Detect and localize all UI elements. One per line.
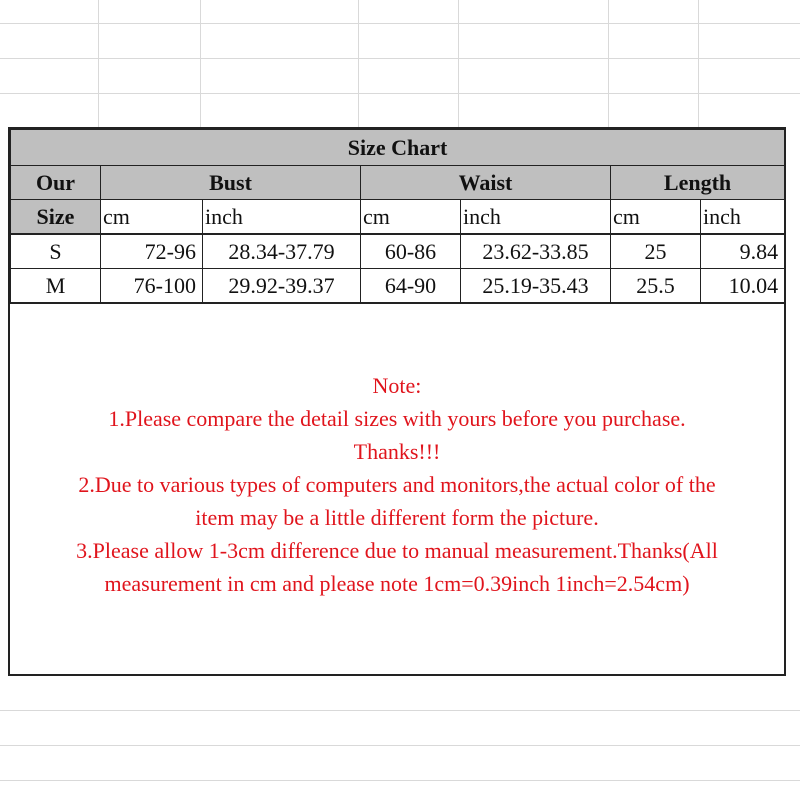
grid-line [0, 58, 800, 59]
grid-line [608, 0, 609, 127]
grid-line [0, 93, 800, 94]
waist-header: Waist [361, 166, 611, 200]
table-cell: 10.04 [701, 269, 785, 304]
grid-line [0, 745, 800, 746]
table-cell: 25.19-35.43 [461, 269, 611, 304]
table-row [11, 234, 785, 269]
note-section [10, 369, 784, 600]
size-chart-table [10, 129, 785, 304]
unit-cell: inch [203, 200, 361, 235]
grid-line [458, 0, 459, 127]
our-size-header-bottom: Size [11, 200, 101, 235]
table-title: Size Chart [11, 130, 785, 166]
size-label: M [11, 269, 101, 304]
note-line: 2.Due to various types of computers and monitors,the actual color of the [78, 472, 716, 497]
table-cell: 29.92-39.37 [203, 269, 361, 304]
table-cell: 60-86 [361, 234, 461, 269]
table-cell: 23.62-33.85 [461, 234, 611, 269]
unit-cell: inch [701, 200, 785, 235]
note-line: 3.Please allow 1-3cm difference due to manual measurement.Thanks(All [76, 538, 718, 563]
table-cell: 25.5 [611, 269, 701, 304]
size-chart-frame [8, 127, 786, 676]
length-header: Length [611, 166, 785, 200]
note-heading: Note: [372, 373, 422, 398]
table-cell: 9.84 [701, 234, 785, 269]
table-row [11, 269, 785, 304]
note-line: Thanks!!! [353, 439, 441, 464]
grid-line [358, 0, 359, 127]
table-cell: 64-90 [361, 269, 461, 304]
note-line: item may be a little different form the picture. [195, 505, 599, 530]
size-label: S [11, 234, 101, 269]
grid-line [0, 23, 800, 24]
our-size-header-top: Our [11, 166, 101, 200]
table-cell: 25 [611, 234, 701, 269]
table-cell: 28.34-37.79 [203, 234, 361, 269]
grid-line [0, 710, 800, 711]
unit-cell: cm [101, 200, 203, 235]
table-cell: 72-96 [101, 234, 203, 269]
table-cell: 76-100 [101, 269, 203, 304]
unit-cell: cm [361, 200, 461, 235]
note-line: 1.Please compare the detail sizes with yours before you purchase. [108, 406, 686, 431]
note-line: measurement in cm and please note 1cm=0.39inch 1inch=2.54cm) [104, 571, 690, 596]
bust-header: Bust [101, 166, 361, 200]
unit-cell: cm [611, 200, 701, 235]
grid-line [698, 0, 699, 127]
grid-line [0, 780, 800, 781]
grid-line [98, 0, 99, 127]
unit-cell: inch [461, 200, 611, 235]
grid-line [200, 0, 201, 127]
